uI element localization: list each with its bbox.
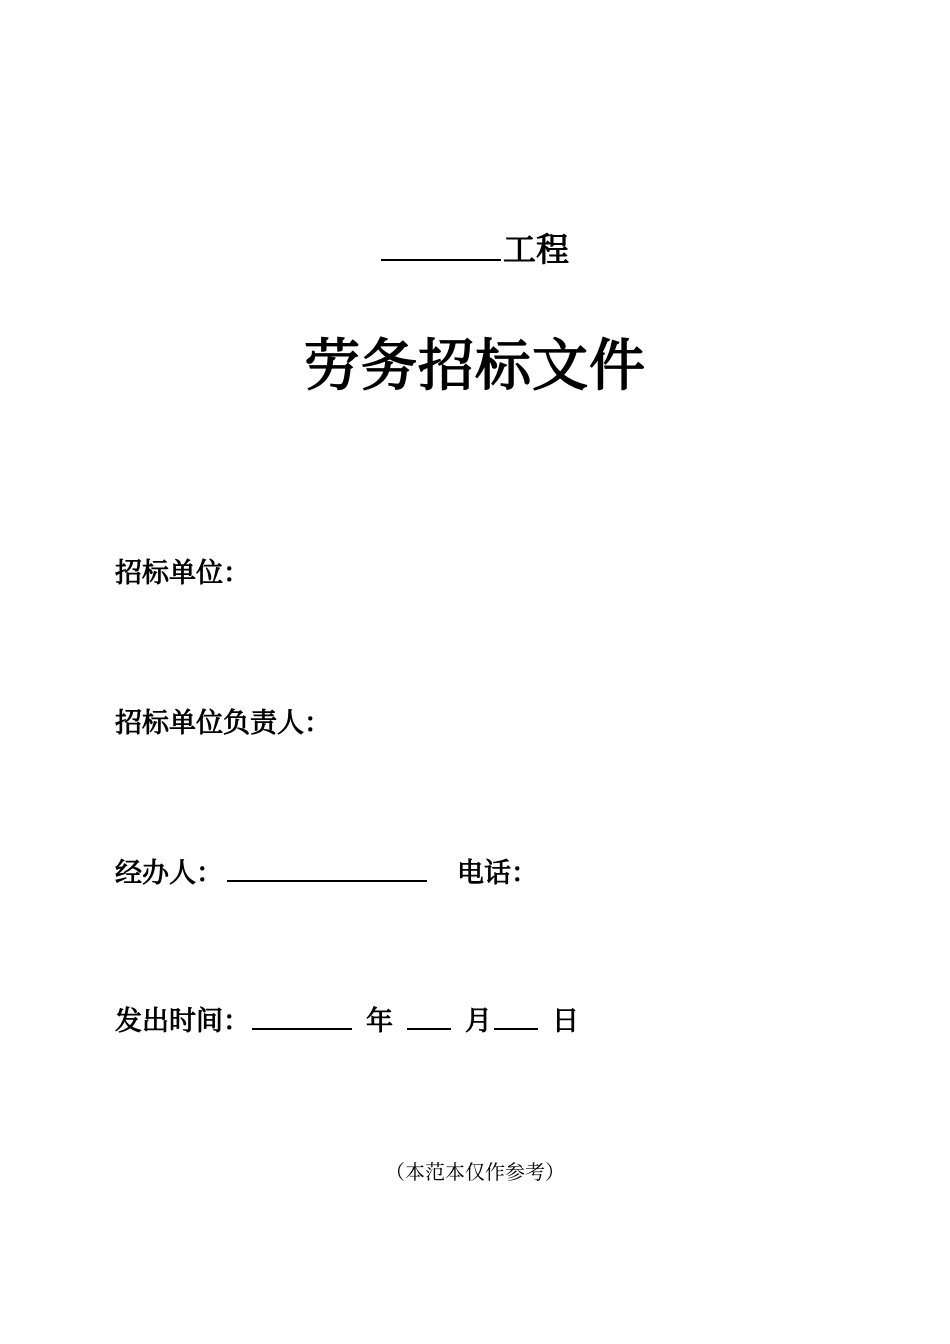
project-name-line (0, 228, 950, 272)
project-name-blank (381, 258, 501, 261)
phone-label: 电话： (457, 858, 538, 889)
year-label: 年 (366, 1006, 393, 1037)
handler-blank (227, 879, 427, 882)
project-suffix: 工程 (503, 230, 569, 269)
tender-unit-field (115, 556, 250, 592)
month-blank (407, 1027, 451, 1030)
day-blank (494, 1027, 538, 1030)
reference-note: （本范本仅作参考） (385, 1160, 565, 1184)
tender-unit-leader-label: 招标单位负责人： (115, 708, 331, 739)
issue-date-label: 发出时间： (115, 1006, 250, 1037)
document-title: 劳务招标文件 (304, 333, 646, 399)
tender-unit-leader-field (115, 706, 331, 742)
day-label: 日 (552, 1006, 579, 1037)
handler-label: 经办人： (115, 858, 223, 889)
month-label: 月 (465, 1006, 492, 1037)
handler-field (115, 856, 538, 892)
year-blank (252, 1027, 352, 1030)
issue-date-field (115, 1004, 579, 1040)
tender-unit-label: 招标单位： (115, 558, 250, 589)
